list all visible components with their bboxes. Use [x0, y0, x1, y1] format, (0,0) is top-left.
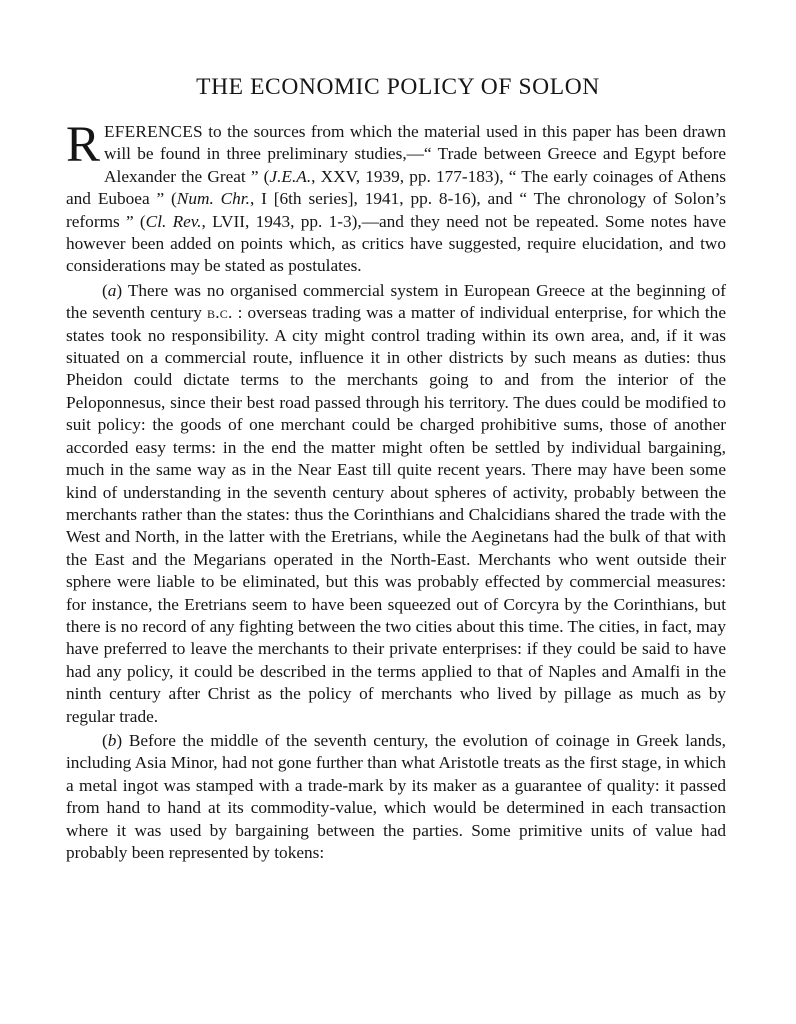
text-run: There was no organised commercial system in European Greece at the beginning of the seventh century: [66, 280, 726, 323]
paragraph-references: [66, 117, 727, 278]
paragraph-label: a: [107, 280, 117, 300]
paragraph-a: (a) There was no organised commercial system in European Greece at the beginning of the seventh century b.c. : overseas trading was a matter of individual enterprise, for which the states took no responsibility. A city might control trading within its own area, and, if it was situated on a commercial route, influence it in other districts by such means as duties: thus Pheidon could dictate terms to the merchants going to and from the interior of the Peloponnesus, since their best road passed through his territory. The dues could be modified to suit policy: the goods of one merchant could be charged prohibitive sums, those of another accorded easy terms: in the end the matter might often be settled by individual bargaining, much in the same way as in the Near East till quite recent years. There may have been some kind of understanding in the seventh century about spheres of activity, probably between the merchants rather than the states: thus the Corinthians and Chalcidians shared the trade with the West and North, in the latter with the Eretrians, while the Aeginetans had the bulk of that with the East and the Megarians operated in the North-East. Merchants who went outside their sphere were liable to be eliminated, but this was probably effected by commercial measures: for instance, the Eretrians seem to have been squeezed out of Corcyra by the Corinthians, but there is no record of any fighting between the two cities about this time. The cities, in fact, may have preferred to leave the merchants to their private enterprises: if they could be said to have had any policy, it could be described in the terms applied to that of Naples and Amalfi in the ninth century after Christ as the policy of merchants who lived by pillage as much as by regular trade.: [66, 280, 726, 726]
text-run: : overseas trading was a matter of individual enterprise, for which the states took no responsibility. A city might control trading within its own area, and, if it was situated on a commercial route, influence it in other districts by such means as duties: thus Pheidon could dictate terms to the merchants going to and from the interior of the Peloponnesus, since their best road passed through his territory. The dues could be modified to suit policy: the goods of one merchant could be charged prohibitive sums, those of another accorded easy terms: in the end the matter might often be settled by individual bargaining, much in the same way as in the Near East till quite recent years. There may have been some kind of understanding in the seventh century about spheres of activity, probably between the merchants rather than the states: thus the Corinthians and Chalcidians shared the trade with the West and North, in the latter with the Eretrians, while the Aeginetans had the bulk of that with the East and the Megarians operated in the North-East. Merchants who went outside their sphere were liable to be eliminated, but this was probably effected by commercial measures: for instance, the Eretrians seem to have been squeezed out of Corcyra by the Corinthians, but there is no record of any fighting between the two cities about this time. The cities, in fact, may have preferred to leave the merchants to their private enterprises: if they could be said to have had any policy, it could be described in the terms applied to that of Naples and Amalfi in the ninth century after Christ as the policy of merchants who lived by pillage as much as by regular trade.: [66, 303, 726, 726]
article-title: THE ECONOMIC POLICY OF SOLON: [196, 74, 600, 100]
drop-cap: R: [66, 117, 101, 173]
paragraph-b: (b) Before the middle of the seventh century, the evolution of coinage in Greek lands, including Asia Minor, had not gone further than what Aristotle treats as the first stage, in which a metal ingot was stamped with a trade-mark by its maker as a guarantee of quality: it passed from hand to hand at its commodity-value, which would be determined in each transaction where it was used by bargaining between the parties. Some primitive units of value had probably been represented by tokens:: [66, 730, 726, 862]
citation-journal: Num. Chr.: [176, 189, 250, 209]
text-run: , LVII, 1943, pp. 1-3),—and they need not be repeated. Some notes have however been added on points which, as critics have suggested, require elucidation, and two considerations may be stated as postulates.: [66, 211, 727, 276]
citation-journal: J.E.A.: [269, 166, 312, 186]
text-run: , XXV, 1939, pp. 177-183), “ The early coinages of Athens and Euboea ” (: [66, 166, 726, 209]
citation-journal: Cl. Rev.: [145, 211, 202, 231]
era-abbreviation: b.c.: [207, 303, 233, 323]
article-body: [66, 117, 727, 864]
text-run: Before the middle of the seventh century, the evolution of coinage in Greek lands, including Asia Minor, had not gone further than what Aristotle treats as the first stage, in which a metal ingot was stamped with a trade-mark by its maker as a guarantee of quality: it passed from hand to hand at its commodity-value, which would be determined in each transaction where it was used by bargaining between the parties. Some primitive units of value had probably been represented by tokens:: [66, 730, 726, 862]
small-caps-lead: EFERENCES: [104, 122, 203, 141]
text-run: , I [6th series], 1941, pp. 8-16), and “ The chronology of Solon’s reforms ” (: [66, 189, 727, 231]
text-run: to the sources from which the material used in this paper has been drawn will be found in three preliminary studies,—“ Trade between Greece and Egypt before Alexander the Great ” (: [104, 122, 726, 186]
paragraph-label: b: [107, 730, 117, 750]
